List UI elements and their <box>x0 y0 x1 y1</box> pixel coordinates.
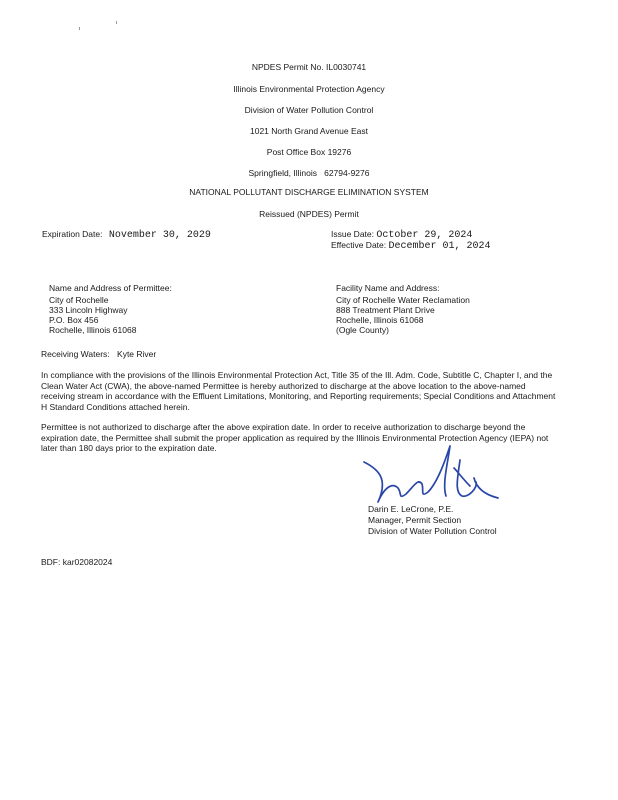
permit-number: NPDES Permit No. IL0030741 <box>251 62 367 72</box>
paragraph-line: receiving stream in accordance with the Effluent Limitations, Monitoring, and Reporting requirements; Special Conditions and Attachment <box>41 391 556 401</box>
scan-speck <box>116 21 117 24</box>
paragraph-line: Permittee is not authorized to discharge after the above expiration date. In order to receive authorization to discharge beyond the <box>41 422 526 432</box>
agency-street: 1021 North Grand Avenue East <box>250 126 368 136</box>
permittee-line: 333 Lincoln Highway <box>49 305 128 315</box>
expiration-date-label: Expiration Date: <box>42 229 103 239</box>
agency-name: Illinois Environmental Protection Agency <box>233 84 385 94</box>
paragraph-line: expiration date, the Permittee shall submit the proper application as required by the Illinois Environmental Protection Agency (IEPA) not <box>41 432 549 443</box>
permittee-heading: Name and Address of Permittee: <box>49 283 172 293</box>
receiving-waters-row <box>41 349 156 359</box>
facility-heading: Facility Name and Address: <box>336 283 440 293</box>
facility-line: (Ogle County) <box>336 325 389 335</box>
expiration-date-row <box>42 229 211 241</box>
receiving-waters-label: Receiving Waters: <box>41 349 110 359</box>
paragraph-line: Clean Water Act (CWA), the above-named Permittee is hereby authorized to discharge at the above location to the above-named <box>41 380 526 391</box>
permittee-line: P.O. Box 456 <box>49 315 99 325</box>
paragraph-line: In compliance with the provisions of the Illinois Environmental Protection Act, Title 35 of the Ill. Adm. Code, Subtitle C, Chapter I, and the <box>41 370 553 380</box>
signature-block <box>368 504 497 537</box>
permittee-line: City of Rochelle <box>49 295 109 305</box>
handwritten-signature <box>358 438 508 508</box>
effective-date-row <box>331 240 491 252</box>
receiving-waters-value: Kyte River <box>117 349 157 359</box>
facility-line: Rochelle, Illinois 61068 <box>336 315 424 325</box>
division-name: Division of Water Pollution Control <box>244 105 374 115</box>
agency-po-box: Post Office Box 19276 <box>266 147 352 157</box>
effective-date-value: December 01, 2024 <box>388 241 491 252</box>
effective-date-label: Effective Date: <box>331 240 387 250</box>
facility-line: City of Rochelle Water Reclamation <box>336 295 470 305</box>
facility-block <box>336 283 470 335</box>
signer-title: Manager, Permit Section <box>368 515 462 525</box>
scan-speck <box>79 27 80 30</box>
signer-name: Darin E. LeCrone, P.E. <box>368 504 454 514</box>
compliance-paragraph <box>41 370 581 412</box>
permit-type: Reissued (NPDES) Permit <box>259 209 359 219</box>
signer-division: Division of Water Pollution Control <box>368 526 497 536</box>
system-title: NATIONAL POLLUTANT DISCHARGE ELIMINATION SYSTEM <box>189 187 429 197</box>
issue-date-value: October 29, 2024 <box>376 230 473 241</box>
document-reference: BDF: kar02082024 <box>41 557 113 567</box>
permittee-block <box>49 283 172 335</box>
issue-date-label: Issue Date: <box>331 229 374 239</box>
facility-line: 888 Treatment Plant Drive <box>336 305 435 315</box>
permittee-line: Rochelle, Illinois 61068 <box>49 325 137 335</box>
agency-city-zip: Springfield, Illinois 62794-9276 <box>248 168 370 178</box>
paragraph-line: later than 180 days prior to the expiration date. <box>41 443 217 453</box>
paragraph-line: H Standard Conditions attached herein. <box>41 401 190 412</box>
expiration-date-value: November 30, 2029 <box>108 230 211 241</box>
